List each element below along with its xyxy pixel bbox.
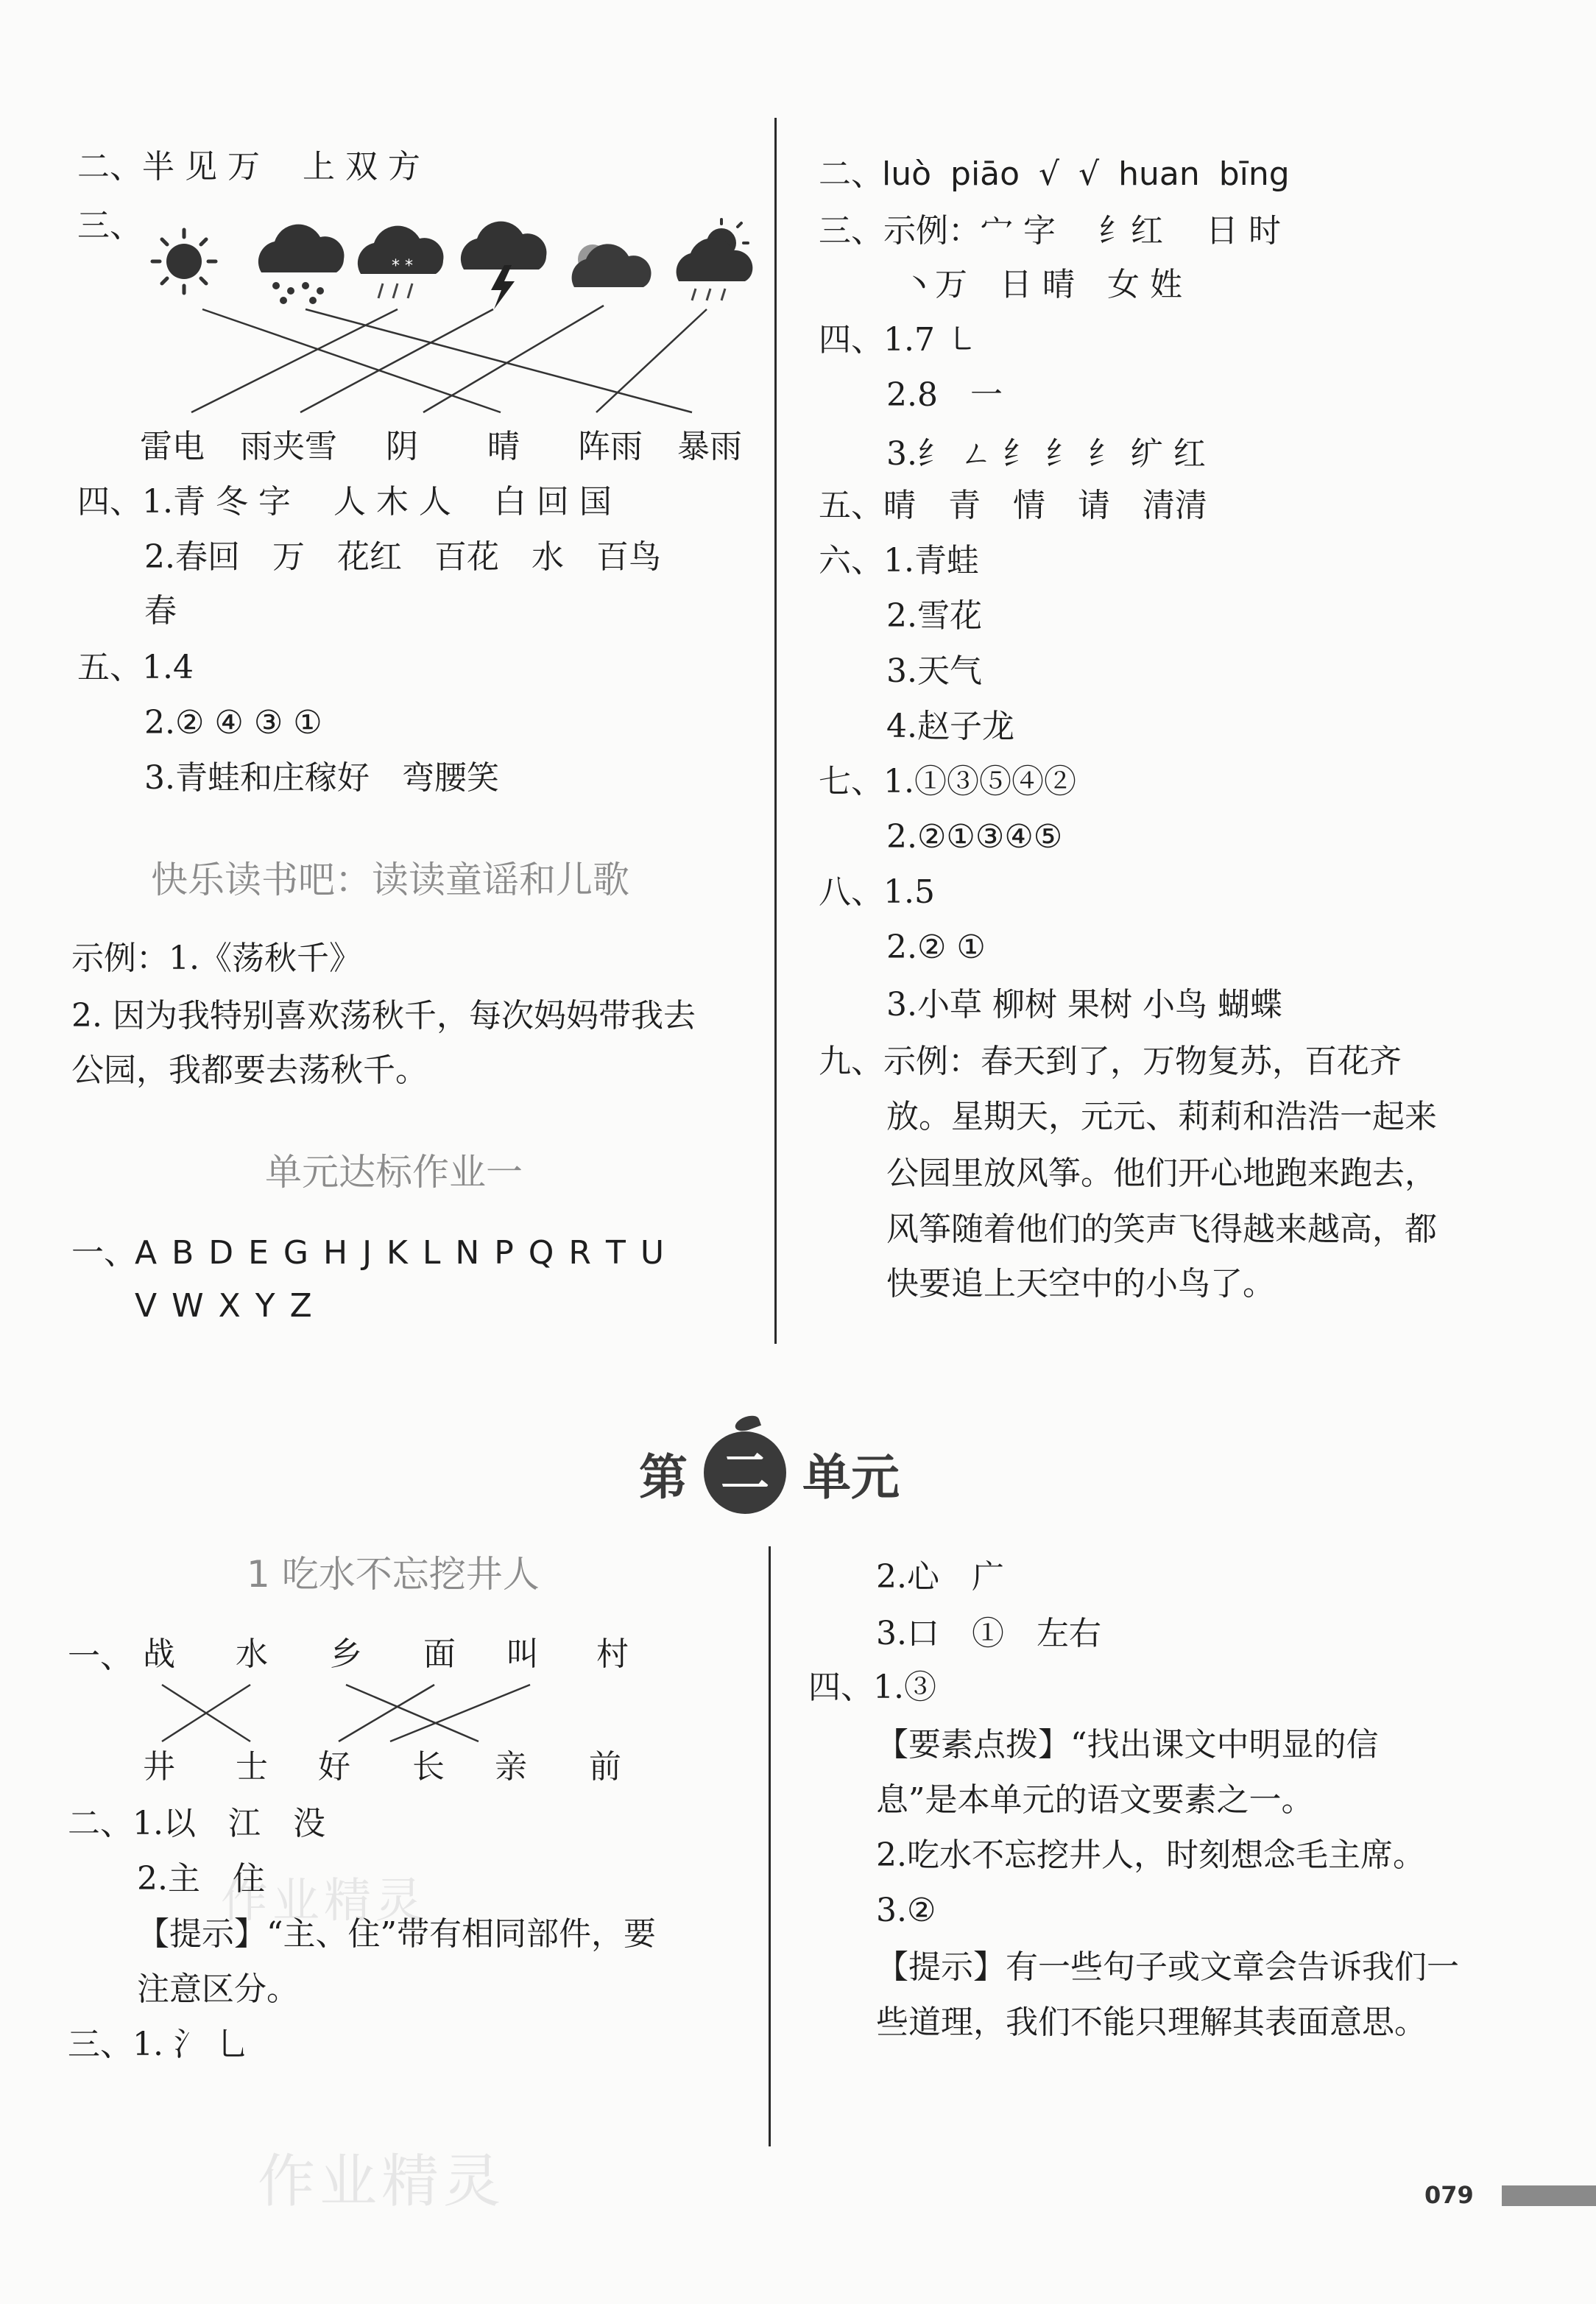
answer-right-q9-1: 九、示例：春天到了，万物复苏，百花齐 xyxy=(819,1043,1402,1080)
answer-right-q8-1: 八、1.5 xyxy=(819,873,935,911)
lesson-q2-1: 二、1.以 江 没 xyxy=(68,1805,325,1842)
lesson-q1-matching-lines xyxy=(133,1679,604,1752)
lesson-q1-top-3: 乡 xyxy=(330,1635,362,1673)
lesson-q4-1: 四、1.③ xyxy=(808,1669,936,1706)
lesson-q4-tip2: 【提示】有一些句子或文章会告诉我们一 xyxy=(876,1948,1459,1986)
lesson-q1-bottom-5: 亲 xyxy=(495,1748,527,1786)
weather-matching-figure xyxy=(133,214,766,471)
answer-right-q3-2: 丶万 日 晴 女 姓 xyxy=(903,266,1182,303)
lesson-q1-top-2: 水 xyxy=(236,1635,268,1673)
weather-word-3: 阴 xyxy=(386,428,418,465)
answer-right-q6-1: 六、1.青蛙 xyxy=(819,542,979,579)
answer-left-q4-2b: 春 xyxy=(144,592,177,630)
lesson-q1-top-1: 战 xyxy=(143,1635,175,1673)
unit-number-badge xyxy=(704,1431,786,1514)
lesson-q4-2: 2.吃水不忘挖井人，时刻想念毛主席。 xyxy=(876,1836,1425,1874)
answer-right-q9-5: 快要追上天空中的小鸟了。 xyxy=(886,1265,1275,1303)
watermark-top: 作业精灵 xyxy=(221,1874,427,1928)
answer-right-q4-1: 四、1.7 ㇄ xyxy=(819,321,978,359)
lesson-q1-top-4: 面 xyxy=(423,1635,456,1673)
answer-right-q2-prefix: 二、 xyxy=(819,155,883,193)
lesson-q4-tip: 【要素点拨】“找出课文中明显的信 xyxy=(876,1726,1379,1764)
lesson-q4-tip2-b: 些道理，我们不能只理解其表面意思。 xyxy=(876,2004,1427,2041)
reading-answer-2: 2. 因为我特别喜欢荡秋千，每次妈妈带我去 xyxy=(71,997,696,1035)
lesson-q1-top-6: 村 xyxy=(596,1635,629,1673)
lesson-q1-bottom-4: 长 xyxy=(412,1748,445,1786)
unit-number: 二 xyxy=(721,1444,769,1501)
unit-title-prefix: 第 xyxy=(639,1448,688,1506)
lesson-q2-tip-b: 注意区分。 xyxy=(137,1970,299,2008)
column-divider-bottom xyxy=(769,1546,771,2146)
lesson-q3-3: 3.口 ① 左右 xyxy=(876,1615,1101,1652)
column-divider-top xyxy=(774,118,777,1344)
lesson-q1-bottom-6: 前 xyxy=(589,1748,621,1786)
answer-right-q9-4: 风筝随着他们的笑声飞得越来越高，都 xyxy=(886,1211,1437,1248)
lesson-q1-bottom-3: 好 xyxy=(318,1748,350,1786)
lesson-q2-2: 2.主 住 xyxy=(137,1860,265,1898)
unit-title xyxy=(639,1428,900,1517)
answer-right-q6-2: 2.雪花 xyxy=(886,597,982,635)
answer-right-q4-3: 3.纟 ㄥ 纟 纟 纟 纩 红 xyxy=(886,435,1206,473)
homework-q1-letters-a: A B D E G H J K L N P Q R T U xyxy=(135,1234,667,1272)
unit-title-suffix: 单元 xyxy=(802,1448,900,1506)
lesson-q2-tip: 【提示】“主、住”带有相同部件，要 xyxy=(137,1915,656,1953)
answer-right-q7-1: 七、1.①③⑤④② xyxy=(819,763,1076,800)
matching-lines xyxy=(191,306,707,412)
lesson-q1-bottom-2: 士 xyxy=(236,1748,268,1786)
leaf-icon xyxy=(733,1413,761,1434)
thunder-cloud-icon xyxy=(461,222,547,309)
weather-word-4: 晴 xyxy=(487,428,520,465)
page-number: 079 xyxy=(1424,2181,1474,2209)
answer-left-q5-3: 3.青蛙和庄稼好 弯腰笑 xyxy=(144,759,499,797)
answer-right-q3-1: 三、示例：宀 字 纟红 日 时 xyxy=(819,212,1281,250)
weather-word-5: 阵雨 xyxy=(578,428,643,465)
answer-right-q9-3: 公园里放风筝。他们开心地跑来跑去， xyxy=(886,1155,1437,1192)
answer-left-q4-2: 2.春回 万 花红 百花 水 百鸟 xyxy=(144,538,661,576)
sun-cloud-icon xyxy=(572,244,652,287)
page-number-bar xyxy=(1502,2185,1596,2206)
unit-homework-heading: 单元达标作业一 xyxy=(265,1151,523,1194)
weather-word-1: 雷电 xyxy=(140,428,205,465)
answer-right-q9-2: 放。星期天，元元、莉莉和浩浩一起来 xyxy=(886,1098,1437,1135)
answer-left-q5-2: 2.② ④ ③ ① xyxy=(144,704,322,741)
lesson-q1-bottom-1: 井 xyxy=(143,1748,175,1786)
answer-right-q2-pinyin: luò piāo √ √ huan bīng xyxy=(882,155,1290,193)
answer-left-q2: 二、半 见 万 上 双 方 xyxy=(77,148,420,186)
lesson-q1-top-5: 叫 xyxy=(506,1635,539,1673)
homework-q1-letters-b: V W X Y Z xyxy=(135,1287,314,1325)
answer-right-q6-4: 4.赵子龙 xyxy=(886,708,1014,745)
weather-word-2: 雨夹雪 xyxy=(240,428,337,465)
weather-word-6: 暴雨 xyxy=(677,428,742,465)
lesson-q4-tip-b: 息”是本单元的语文要素之一。 xyxy=(876,1781,1314,1819)
answer-left-q4-1: 四、1.青 冬 字 人 木 人 白 回 国 xyxy=(77,483,612,521)
sun-icon xyxy=(152,230,216,293)
answer-right-q8-2: 2.② ① xyxy=(886,929,986,966)
svg-text:* *: * * xyxy=(392,257,413,275)
lesson-q4-3: 3.② xyxy=(876,1892,936,1929)
lesson-q3-2: 2.心 广 xyxy=(876,1558,1004,1596)
lesson-q3-1: 三、1. 氵 乚 xyxy=(68,2026,249,2063)
hail-cloud-icon xyxy=(258,225,345,304)
homework-q1-prefix: 一、 xyxy=(71,1234,136,1272)
reading-answer-1: 示例：1.《荡秋千》 xyxy=(71,940,361,977)
answer-right-q7-2: 2.②①③④⑤ xyxy=(886,818,1063,856)
answer-left-q5-1: 五、1.4 xyxy=(77,649,194,686)
answer-right-q4-2: 2.8 一 xyxy=(886,376,1003,414)
answer-right-q8-3: 3.小草 柳树 果树 小鸟 蝴蝶 xyxy=(886,986,1282,1024)
watermark-bottom: 作业精灵 xyxy=(258,2149,506,2215)
answer-left-q3-prefix: 三、 xyxy=(77,207,142,244)
answer-right-q5: 五、晴 青 情 请 清清 xyxy=(819,487,1207,524)
lesson-heading: 1 吃水不忘挖井人 xyxy=(247,1553,540,1596)
sun-rain-cloud-icon xyxy=(677,219,753,300)
reading-answer-2b: 公园，我都要去荡秋千。 xyxy=(71,1051,428,1089)
answer-right-q6-3: 3.天气 xyxy=(886,652,982,690)
snow-rain-cloud-icon xyxy=(358,226,444,298)
reading-section-heading: 快乐读书吧：读读童谣和儿歌 xyxy=(151,859,629,901)
lesson-q1-prefix: 一、 xyxy=(68,1638,133,1675)
